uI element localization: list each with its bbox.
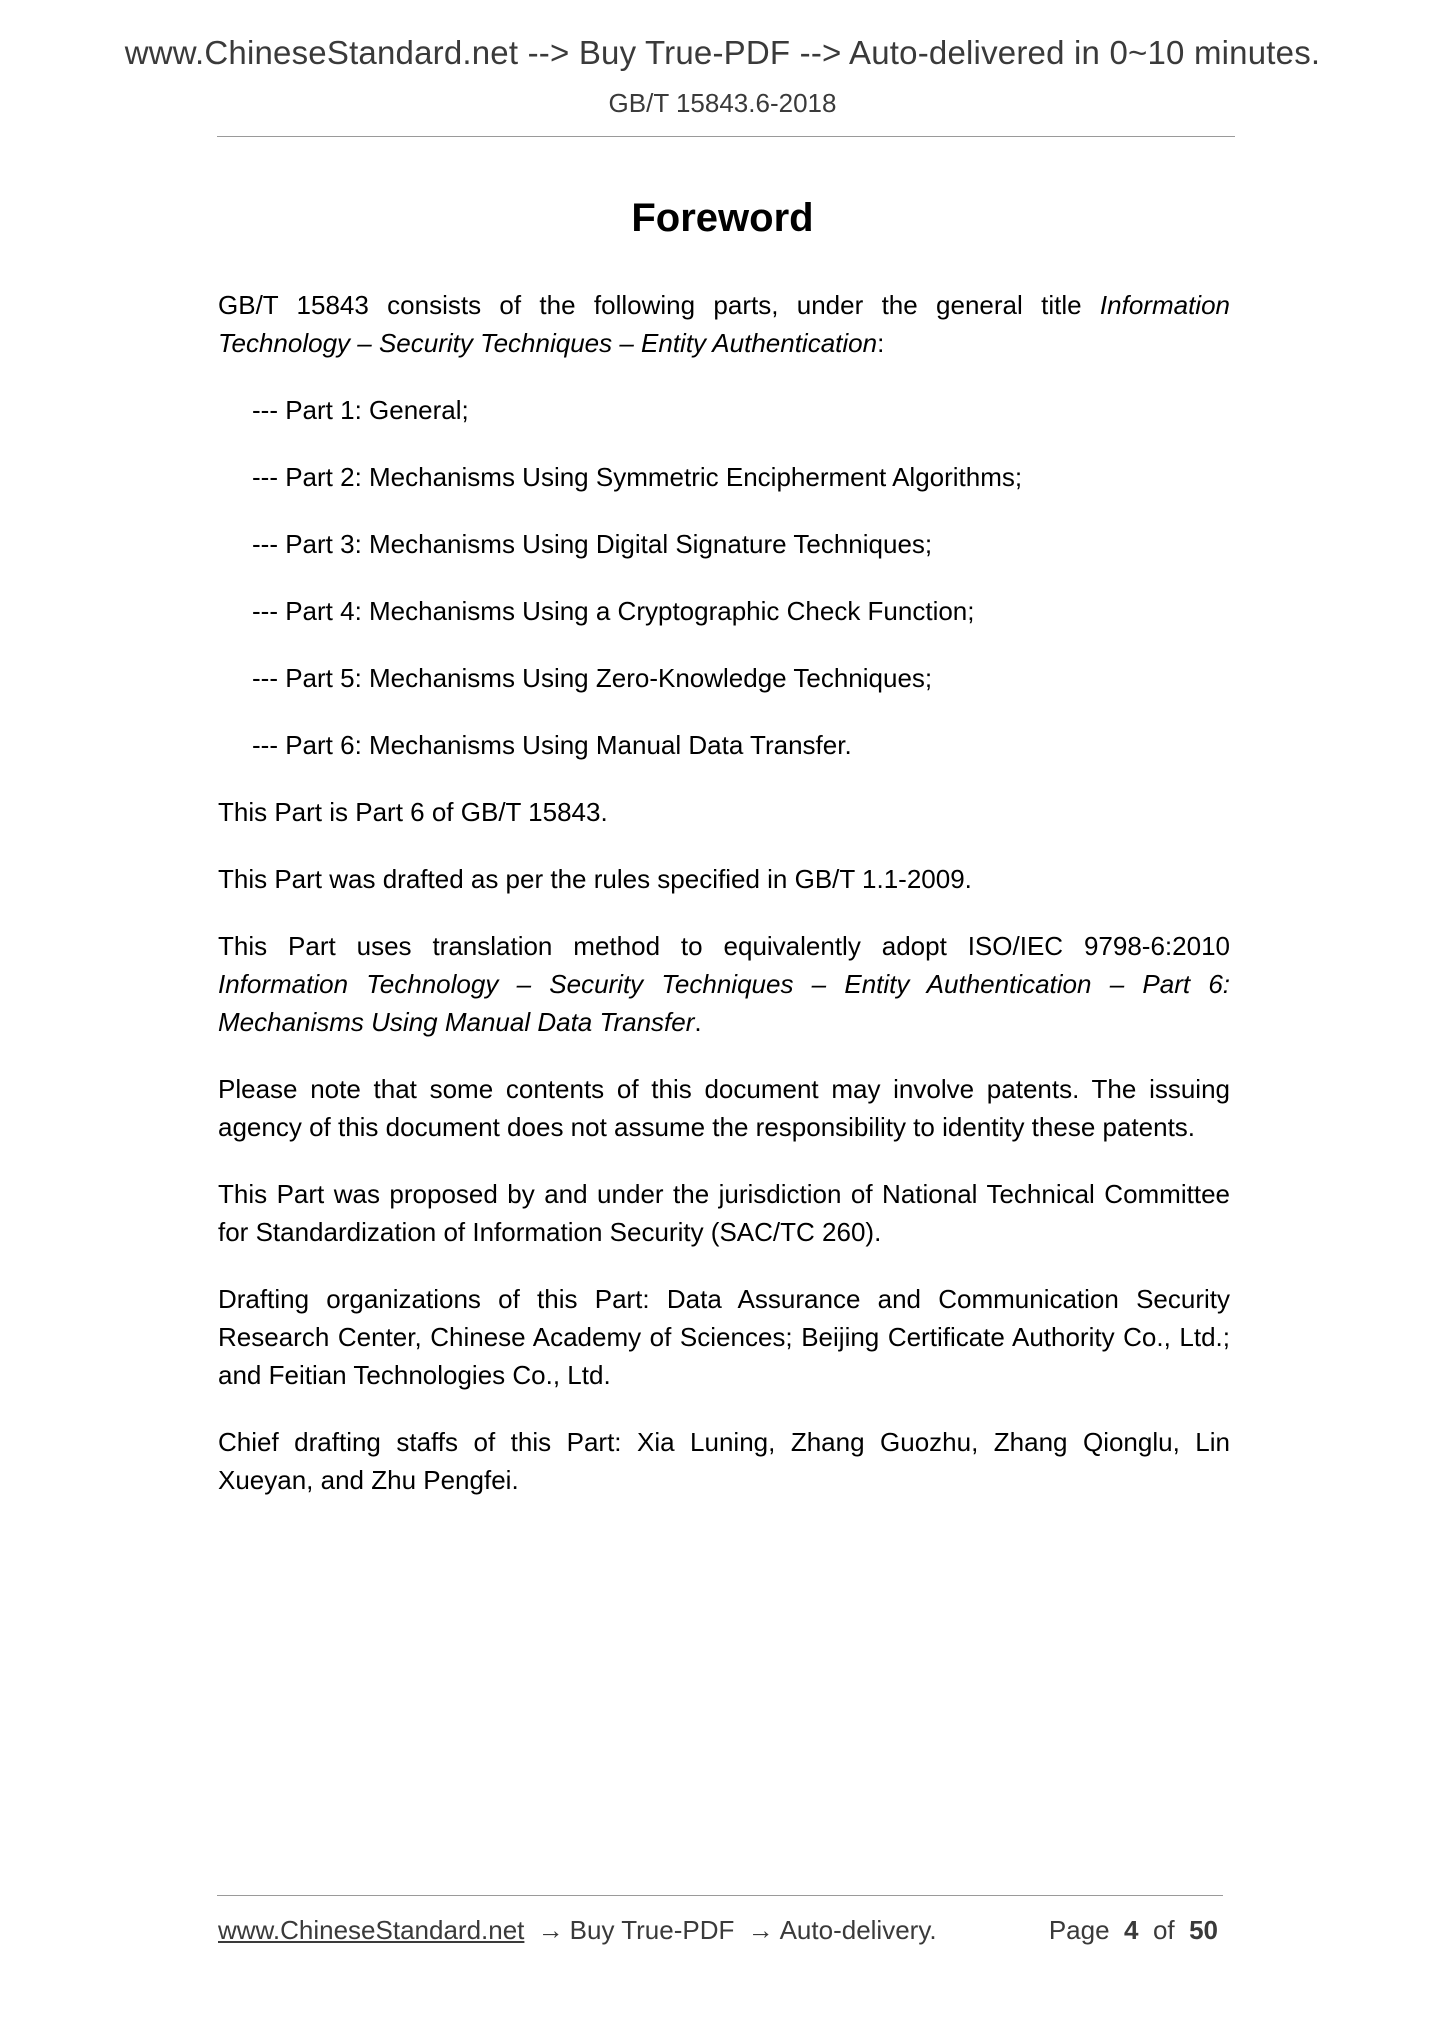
drafting-organizations-paragraph: Drafting organizations of this Part: Data Assurance and Communication Security Research Center, Chinese Academy of Sciences; Beijing Certificate Authority Co., Ltd.; and Feitian Technologies Co., Ltd.	[218, 1284, 1230, 1390]
part-list-item-2: --- Part 2: Mechanisms Using Symmetric Encipherment Algorithms;	[252, 462, 1023, 492]
part-list-item-5: --- Part 5: Mechanisms Using Zero-Knowledge Techniques;	[252, 663, 933, 693]
total-page-count: 50	[1189, 1915, 1218, 1945]
translation-paragraph	[218, 927, 1230, 1041]
translation-lead: This Part uses translation method to equivalently adopt ISO/IEC 9798-6:2010	[218, 931, 1230, 961]
page-label: Page	[1048, 1915, 1110, 1945]
buy-true-pdf-text: Buy True-PDF	[569, 1915, 735, 1945]
page-indicator	[1049, 1915, 1218, 1946]
drafting-staff-paragraph: Chief drafting staffs of this Part: Xia Luning, Zhang Guozhu, Zhang Qionglu, Lin Xueyan, and Zhu Pengfei.	[218, 1427, 1230, 1495]
part-list-item-4: --- Part 4: Mechanisms Using a Cryptographic Check Function;	[252, 596, 975, 626]
page-title: Foreword	[631, 196, 814, 240]
footer-promo	[218, 1915, 937, 1946]
document-code: GB/T 15843.6-2018	[608, 88, 837, 118]
drafting-rules-paragraph: This Part was drafted as per the rules specified in GB/T 1.1-2009.	[218, 864, 972, 894]
arrow-right-icon: →	[747, 1915, 774, 1945]
patents-paragraph: Please note that some contents of this document may involve patents. The issuing agency of this document does not assume the responsibility to identity these patents.	[218, 1074, 1230, 1142]
auto-delivery-text: Auto-delivery.	[779, 1915, 937, 1945]
part-of-paragraph: This Part is Part 6 of GB/T 15843.	[218, 797, 608, 827]
foreword-body	[218, 286, 1230, 1528]
proposed-paragraph: This Part was proposed by and under the jurisdiction of National Technical Committee for Standardization of Information Security (SAC/TC 260).	[218, 1179, 1230, 1247]
part-list-item-6: --- Part 6: Mechanisms Using Manual Data Transfer.	[252, 730, 852, 760]
page-footer	[218, 1915, 1228, 1955]
chinesestandard-link[interactable]: www.ChineseStandard.net	[218, 1915, 525, 1945]
general-title: Information Technology – Security Techniques – Entity Authentication	[218, 290, 1230, 358]
current-page-number: 4	[1124, 1915, 1139, 1945]
translation-tail: .	[694, 1007, 702, 1037]
top-banner: www.ChineseStandard.net --> Buy True-PDF --> Auto-delivered in 0~10 minutes.	[124, 34, 1321, 71]
arrow-right-icon: →	[537, 1915, 564, 1945]
intro-lead: GB/T 15843 consists of the following parts, under the general title	[218, 290, 1100, 320]
intro-tail: :	[877, 328, 885, 358]
header-divider	[217, 136, 1235, 137]
part-list-item-1: --- Part 1: General;	[252, 395, 469, 425]
of-label: of	[1152, 1915, 1175, 1945]
footer-divider	[217, 1895, 1223, 1896]
adopted-standard-title: Information Technology – Security Techniques – Entity Authentication – Part 6: Mechanisms Using Manual Data Transfer	[218, 969, 1230, 1037]
intro-paragraph	[218, 286, 1230, 362]
part-list-item-3: --- Part 3: Mechanisms Using Digital Signature Techniques;	[252, 529, 933, 559]
